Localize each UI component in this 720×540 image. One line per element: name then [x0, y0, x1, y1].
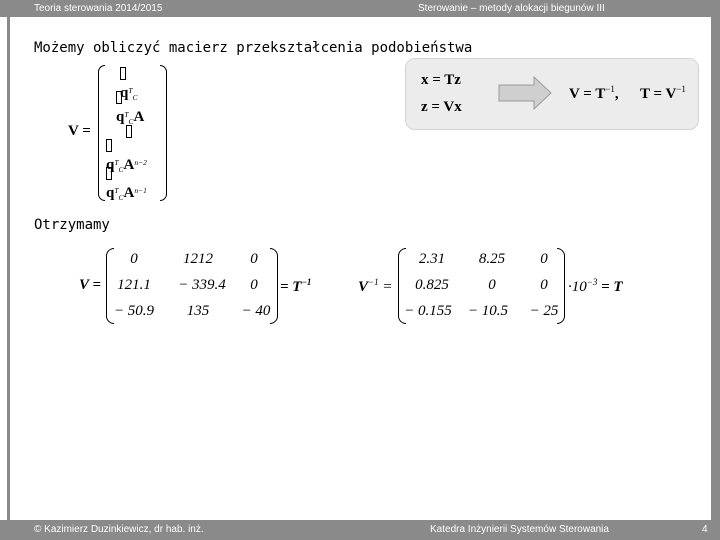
vinv-cell: 0	[540, 277, 548, 293]
v-symbol: V =	[68, 123, 91, 139]
vinv-scale: $\cdot 10^{-3} = T$	[568, 277, 623, 295]
page-number: 4	[702, 524, 708, 535]
x-equation: x = Tz	[421, 72, 461, 88]
z-equation: z = Vx	[421, 99, 462, 115]
v-row-n-1: $q^T_CA^{n-1}$	[106, 167, 147, 202]
v-cell: − 339.4	[178, 277, 226, 293]
vinv-cell: − 10.5	[467, 303, 509, 319]
v-equals-t-inverse: $V = T^{-1}$,	[569, 84, 619, 102]
vinv-cell: 2.31	[418, 251, 446, 267]
v-cell: 0	[250, 277, 258, 293]
course-title: Teoria sterowania 2014/2015	[34, 3, 163, 14]
v-row-1: $q^T_C$	[120, 67, 138, 102]
heading-text: Możemy obliczyć macierz przekształcenia podobieństwa	[34, 40, 473, 56]
t-equals-v-inverse: $T = V^{-1}$	[640, 84, 686, 102]
v-row-2: $q^T_CA$	[116, 91, 144, 126]
vinv-cell: 0	[488, 277, 496, 293]
vinv-cell: 0.825	[415, 277, 449, 293]
right-arrow-icon	[498, 76, 552, 110]
v-cell: 0	[250, 251, 258, 267]
v-lhs: V =	[79, 277, 102, 293]
department: Katedra Inżynierii Systemów Sterowania	[430, 524, 609, 535]
v-cell: 1212	[183, 251, 213, 267]
left-border	[7, 17, 10, 520]
vinv-cell: − 25	[529, 303, 559, 319]
v-cell: − 40	[241, 303, 271, 319]
v-definition-matrix	[64, 65, 174, 203]
author: © Kazimierz Duzinkiewicz, dr hab. inż.	[34, 524, 204, 535]
v-cell: − 50.9	[113, 303, 155, 319]
v-rhs: = $T^{-1}$	[280, 277, 312, 295]
obtain-label: Otrzymamy	[34, 217, 110, 233]
header-bar	[0, 0, 720, 17]
lecture-title: Sterowanie – metody alokacji biegunów III	[418, 3, 605, 14]
v-cell: 121.1	[117, 277, 151, 293]
vinv-cell: 8.25	[478, 251, 506, 267]
vinv-cell: − 0.155	[404, 303, 452, 319]
vinv-lhs: $V^{-1}$ =	[358, 277, 393, 295]
v-row-n-2: $q^T_CA^{n-2}$	[106, 139, 147, 174]
right-border	[711, 17, 720, 520]
right-bracket	[160, 65, 167, 201]
v-cell: 0	[130, 251, 138, 267]
left-bracket	[98, 65, 105, 201]
vinv-cell: 0	[540, 251, 548, 267]
v-cell: 135	[186, 303, 210, 319]
footer-bar	[0, 520, 720, 540]
